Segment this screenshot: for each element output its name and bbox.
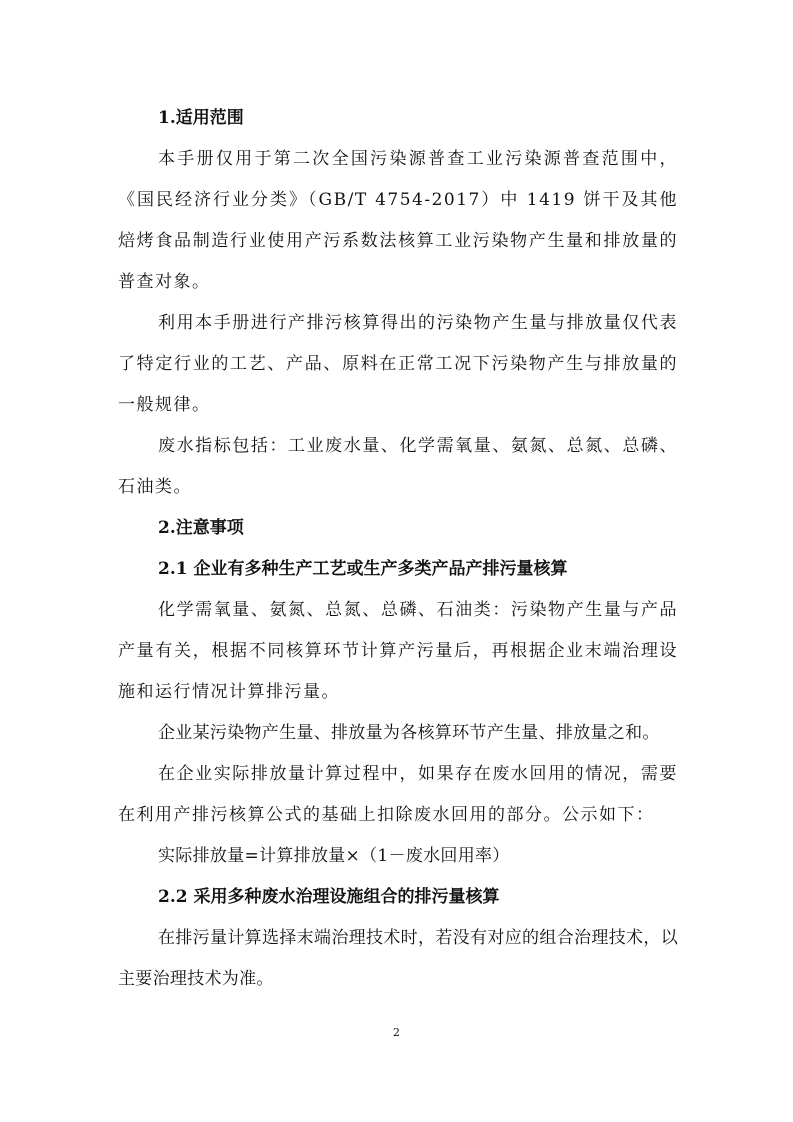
section-2-1-paragraph-3: 在企业实际排放量计算过程中，如果存在废水回用的情况，需要在利用产排污核算公式的基础上扣除废水回用的部分。公示如下： — [118, 764, 678, 825]
section-2-2-heading: 2.2 采用多种废水治理设施组合的排污量核算 — [158, 887, 500, 907]
section-1-paragraph-2: 利用本手册进行产排污核算得出的污染物产生量与排放量仅代表了特定行业的工艺、产品、原料在正常工况下污染物产生与排放量的一般规律。 — [118, 313, 678, 415]
section-1-paragraph-3: 废水指标包括：工业废水量、化学需氧量、氨氮、总氮、总磷、石油类。 — [118, 436, 678, 497]
page-number: 2 — [393, 1026, 400, 1039]
page-content — [118, 98, 678, 1000]
section-2-1-paragraph-2: 企业某污染物产生量、排放量为各核算环节产生量、排放量之和。 — [158, 723, 660, 743]
section-1-paragraph-1: 本手册仅用于第二次全国污染源普查工业污染源普查范围中，《国民经济行业分类》（GB/T 4754-2017）中 1419 饼干及其他焙烤食品制造行业使用产污系数法核算工业污染物产生量和排放量的普查对象。 — [118, 149, 678, 292]
section-2-1-heading: 2.1 企业有多种生产工艺或生产多类产品产排污量核算 — [158, 559, 568, 579]
formula: 实际排放量=计算排放量×（1－废水回用率） — [158, 846, 510, 866]
section-1-heading: 1.适用范围 — [158, 108, 244, 128]
section-2-1-paragraph-1: 化学需氧量、氨氮、总氮、总磷、石油类：污染物产生量与产品产量有关，根据不同核算环节计算产污量后，再根据企业末端治理设施和运行情况计算排污量。 — [118, 600, 678, 702]
section-2-2-paragraph-1: 在排污量计算选择末端治理技术时，若没有对应的组合治理技术，以主要治理技术为准。 — [118, 928, 678, 989]
section-2-heading: 2.注意事项 — [158, 518, 244, 538]
